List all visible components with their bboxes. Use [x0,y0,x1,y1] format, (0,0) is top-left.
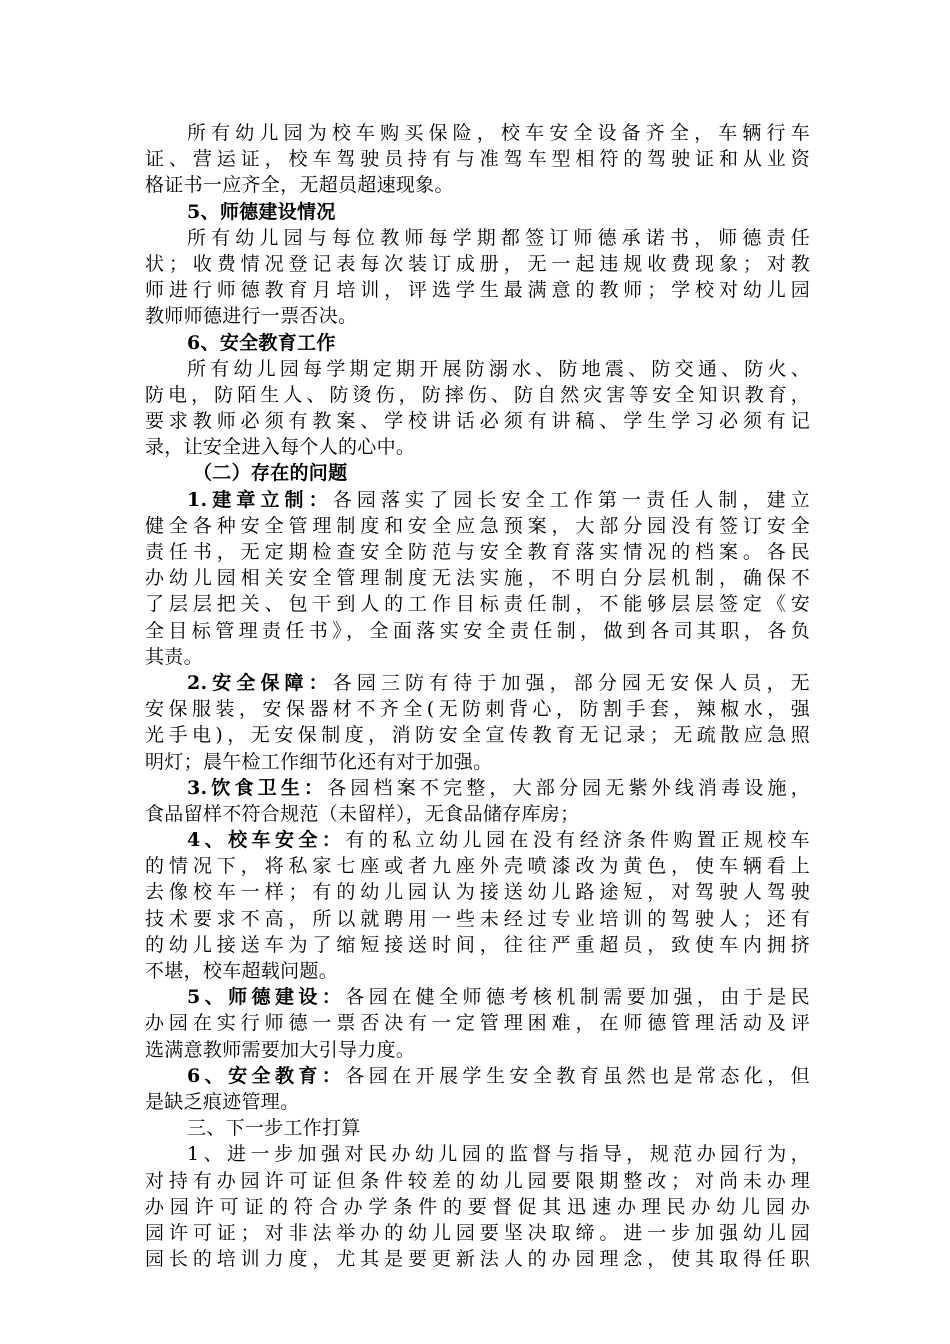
subsection-heading: （二）存在的问题 [193,462,348,485]
item-label: 6、安全教育： [187,1064,346,1087]
paragraph-line: 健全各种安全管理制度和安全应急预案，大部分园没有签订安全 [145,514,810,537]
paragraph-line: 选满意教师需要加大引导力度。 [145,1038,416,1061]
paragraph-line: 食品留样不符合规范（未留样），无食品储存库房； [145,802,580,825]
paragraph-line: 办园许可证的符合办学条件的要督促其迅速办理民办幼儿园办 [145,1195,810,1218]
paragraph-line: 的情况下，将私家七座或者九座外壳喷漆改为黄色，使车辆看上 [145,855,810,878]
paragraph-line: 1、进一步加强对民办幼儿园的监督与指导，规范办园行为， [187,1143,810,1166]
paragraph-first-line [145,827,810,853]
item-label: 2.安全保障： [187,671,333,694]
paragraph-line: 办园在实行师德一票否决有一定管理困难，在师德管理活动及评 [145,1012,810,1035]
paragraph-line: 防电，防陌生人、防烫伤，防摔伤、防自然灾害等安全知识教育， [145,383,810,406]
item-label: 5、师德建设： [187,986,346,1009]
paragraph-line: 的幼儿接送车为了缩短接送时间，往往严重超员，致使车内拥挤 [145,933,810,956]
section-heading: 5、师德建设情况 [187,200,336,223]
paragraph-line: 其责。 [145,645,203,668]
paragraph-line: 师进行师德教育月培训，评选学生最满意的教师；学校对幼儿园 [145,279,810,302]
paragraph-line: 录，让安全进入每个人的心中。 [145,436,416,459]
item-text: 各园三防有待于加强，部分园无安保人员，无 [332,671,810,694]
paragraph-line: 全目标管理责任书》，全面落实安全责任制，做到各司其职，各负 [145,619,810,642]
paragraph-line: 明灯；晨午检工作细节化还有对于加强。 [145,750,493,773]
paragraph-line: 光手电)，无安保制度，消防安全宣传教育无记录；无疏散应急照 [145,724,810,747]
item-text: 有的私立幼儿园在没有经济条件购置正规校车 [345,829,810,852]
item-label: 4、校车安全： [187,829,346,852]
document-page [145,120,810,1272]
item-label: 1.建章立制： [187,488,333,511]
paragraph-line: 所有幼儿园每学期定期开展防溺水、防地震、防交通、防火、 [187,357,810,380]
paragraph-line: 去像校车一样；有的幼儿园认为接送幼儿路途短，对驾驶人驾驶 [145,881,810,904]
chapter-heading: 三、下一步工作打算 [187,1117,361,1140]
paragraph-line: 办幼儿园相关安全管理制度无法实施，不明白分层机制，确保不 [145,567,810,590]
item-label: 3.饮食卫生： [187,776,328,799]
paragraph-line: 状；收费情况登记表每次装订成册，无一起违规收费现象；对教 [145,252,810,275]
paragraph-line: 技术要求不高，所以就聘用一些未经过专业培训的驾驶人；还有 [145,907,810,930]
item-text: 各园在开展学生安全教育虽然也是常态化，但 [345,1064,810,1087]
section-heading: 6、安全教育工作 [187,331,336,354]
paragraph-first-line [145,984,810,1010]
paragraph-first-line [145,1063,810,1089]
paragraph-first-line [145,775,810,801]
paragraph-line: 所有幼儿园为校车购买保险，校车安全设备齐全，车辆行车 [187,122,810,144]
paragraph-line: 证、营运证，校车驾驶员持有与准驾车型相符的驾驶证和从业资 [145,148,810,171]
paragraph-line: 不堪，校车超载问题。 [145,960,339,982]
paragraph-line: 安保服装，安保器材不齐全(无防刺背心，防割手套，辣椒水，强 [145,698,810,721]
paragraph-line: 教师师德进行一票否决。 [145,305,358,328]
paragraph-first-line [145,670,810,696]
paragraph-line: 是缺乏痕迹管理。 [145,1090,300,1113]
paragraph-line: 责任书，无定期检查安全防范与安全教育落实情况的档案。各民 [145,541,810,563]
paragraph-line: 格证书一应齐全，无超员超速现象。 [145,174,454,197]
item-text: 各园在健全师德考核机制需要加强，由于是民 [345,986,810,1009]
paragraph-first-line [145,487,810,513]
paragraph-line: 对持有办园许可证但条件较差的幼儿园要限期整改；对尚未办理 [145,1169,810,1192]
item-text: 各园档案不完整，大部分园无紫外线消毒设施， [327,776,810,799]
item-text: 各园落实了园长安全工作第一责任人制，建立 [332,488,810,511]
paragraph-line: 园长的培训力度，尤其是要更新法人的办园理念，使其取得任职 [145,1248,810,1271]
paragraph-line: 了层层把关、包干到人的工作目标责任制，不能够层层签定《安 [145,593,810,616]
paragraph-line: 所有幼儿园与每位教师每学期都签订师德承诺书，师德责任 [187,226,810,249]
paragraph-line: 园许可证；对非法举办的幼儿园要坚决取缔。进一步加强幼儿园 [145,1221,810,1244]
paragraph-line: 要求教师必须有教案、学校讲话必须有讲稿、学生学习必须有记 [145,410,810,433]
